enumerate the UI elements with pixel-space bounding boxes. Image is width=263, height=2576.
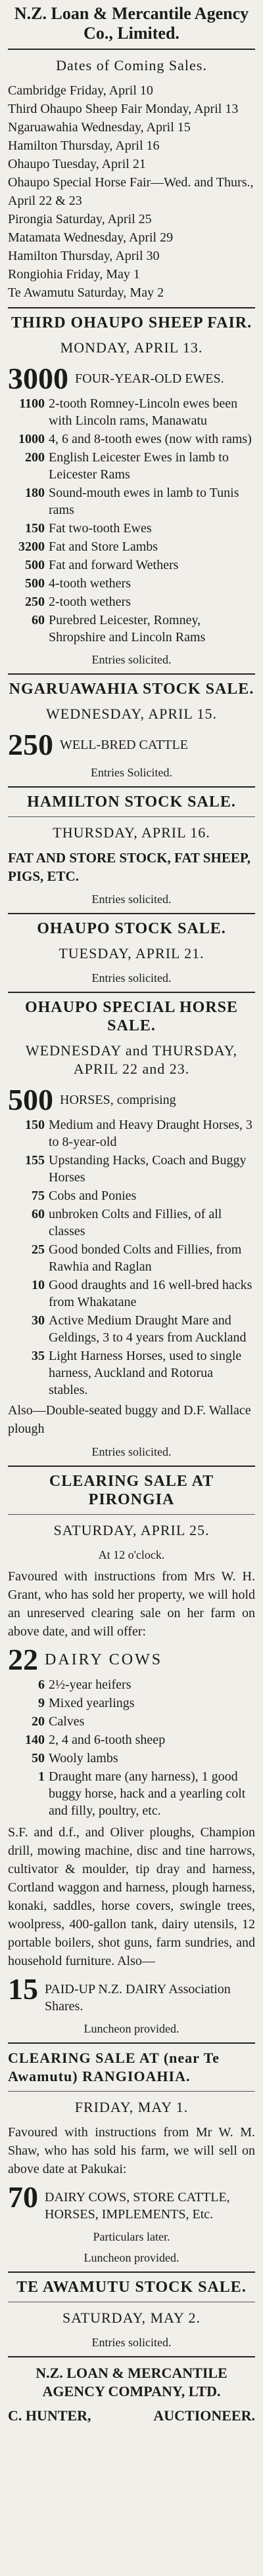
ohaupo-horse-title: OHAUPO SPECIAL HORSE SALE. xyxy=(24,999,239,1034)
big-number: 22 xyxy=(8,1643,38,1676)
ohaupo-horse-headline xyxy=(8,1085,255,1115)
auctioneer-name: C. HUNTER, xyxy=(8,2407,91,2424)
agency-name: N.Z. Loan & Mercantile Agency xyxy=(14,4,249,23)
divider xyxy=(8,1514,255,1515)
lot-item: 6 2½-year heifers xyxy=(38,1678,132,1692)
big-number: 500 xyxy=(8,1083,53,1116)
date-item: Ngaruawahia Wednesday, April 15 xyxy=(8,120,191,135)
ohaupo-stock-date: TUESDAY, APRIL 21. xyxy=(59,945,204,961)
divider xyxy=(8,2042,255,2044)
entries-text: Entries solicited. xyxy=(91,971,172,984)
lot-item: 1100 2-tooth Romney-Lincoln ewes been with Lincoln rams, Manawatu xyxy=(19,396,238,428)
lot-item: 500 4-tooth wethers xyxy=(25,576,131,591)
date-item: Hamilton Thursday, April 16 xyxy=(8,138,160,153)
pirongia-headline xyxy=(8,1645,255,1675)
lot-item: 250 2-tooth wethers xyxy=(25,595,131,609)
lot-item: 50 Wooly lambs xyxy=(32,1751,118,1765)
sheep-fair-headline xyxy=(8,364,255,394)
rangioahia-intro: Favoured with instructions from Mr W. M. Shaw, who has sold his farm, we will sell on above date at Pakukai: xyxy=(8,2125,255,2176)
divider xyxy=(8,49,255,50)
divider xyxy=(8,1466,255,1467)
entries-text: Entries solicited. xyxy=(91,1445,172,1458)
lot-item: 60 Purebred Leicester, Romney, Shropshire and Lincoln Rams xyxy=(32,613,206,644)
hamilton-date: THURSDAY, APRIL 16. xyxy=(53,824,210,841)
rangioahia-date: FRIDAY, MAY 1. xyxy=(74,2099,189,2115)
divider xyxy=(8,307,255,308)
date-item: Rongiohia Friday, May 1 xyxy=(8,267,140,282)
divider xyxy=(8,2271,255,2273)
footer-company-line2: AGENCY COMPANY, LTD. xyxy=(42,2383,221,2399)
divider xyxy=(8,992,255,993)
sheep-fair-lots xyxy=(8,395,255,646)
entries-text: Entries solicited. xyxy=(91,893,172,906)
date-item: Pirongia Saturday, April 25 xyxy=(8,212,152,226)
lot-item: 60 unbroken Colts and Fillies, of all classes xyxy=(32,1207,222,1238)
entries-text: Entries Solicited. xyxy=(91,766,172,779)
divider xyxy=(8,2091,255,2092)
lunch-text: Luncheon provided. xyxy=(84,2022,179,2035)
pirongia-implements: S.F. and d.f., and Oliver ploughs, Champion drill, mowing machine, disc and tine harrows, cultivator & moulder, tip dray and harness, Cortland waggon and harness, plough harness, konaki, saddles, horse covers, swingle trees, woolpress, 400-gallon tank, dairy utensils, 12 portable boilers, shot guns, farm sundries, and household furniture. Also— xyxy=(8,1825,255,1968)
date-item: Cambridge Friday, April 10 xyxy=(8,83,153,98)
divider xyxy=(8,816,255,817)
date-item: Te Awamutu Saturday, May 2 xyxy=(8,285,164,300)
sheep-fair-date: MONDAY, APRIL 13. xyxy=(60,339,203,356)
hamilton-subtitle: FAT AND STORE STOCK, FAT SHEEP, PIGS, ETC. xyxy=(8,850,251,884)
lot-item: 150 Medium and Heavy Draught Horses, 3 to 8-year-old xyxy=(25,1118,252,1149)
auctioneer-role: AUCTIONEER. xyxy=(153,2407,255,2424)
lot-item: 3200 Fat and Store Lambs xyxy=(18,539,158,554)
lot-item: 180 Sound-mouth ewes in lamb to Tunis rams xyxy=(25,486,239,517)
lot-item: 25 Good bonded Colts and Fillies, from Rawhia and Raglan xyxy=(32,1242,242,1274)
big-number: 15 xyxy=(8,1972,38,2006)
divider xyxy=(8,673,255,675)
lot-item: 1000 4, 6 and 8-tooth ewes (now with rams) xyxy=(18,432,252,446)
dates-heading: Dates of Coming Sales. xyxy=(56,57,207,74)
sheep-fair-title: THIRD OHAUPO SHEEP FAIR. xyxy=(11,314,252,331)
big-text: FOUR-YEAR-OLD EWES. xyxy=(75,371,224,386)
signature xyxy=(8,2407,255,2424)
rangioahia-title: CLEARING SALE AT (near Te Awamutu) RANGIOAHIA. xyxy=(8,2050,220,2084)
pirongia-title: CLEARING SALE AT PIRONGIA xyxy=(49,1473,214,1508)
ngaruawahia-title: NGARUAWAHIA STOCK SALE. xyxy=(9,681,254,698)
lot-item: 155 Upstanding Hacks, Coach and Buggy Horses xyxy=(25,1153,247,1185)
lot-item: 140 2, 4 and 6-tooth sheep xyxy=(25,1733,166,1747)
lot-item: 200 English Leicester Ewes in lamb to Leicester Rams xyxy=(25,450,229,482)
pirongia-shares xyxy=(8,1974,255,2015)
agency-suffix: Co., Limited. xyxy=(84,24,179,43)
te-awamutu-date: SATURDAY, MAY 2. xyxy=(62,2310,201,2326)
big-text: HORSES, comprising xyxy=(60,1093,176,1107)
footer-company-line1: N.Z. LOAN & MERCANTILE xyxy=(36,2365,227,2381)
horse-also-text: Also—Double-seated buggy and D.F. Wallace plough xyxy=(8,1403,251,1436)
ngaruawahia-date: WEDNESDAY, APRIL 15. xyxy=(46,706,217,722)
pirongia-date: SATURDAY, APRIL 25. xyxy=(53,1522,210,1538)
ohaupo-horse-date: WEDNESDAY and THURSDAY, APRIL 22 and 23. xyxy=(25,1042,238,1077)
pirongia-time: At 12 o'clock. xyxy=(98,1548,165,1561)
big-number: 70 xyxy=(8,2180,38,2214)
big-text: DAIRY COWS xyxy=(45,1651,163,1668)
particulars-text: Particulars later. xyxy=(93,2230,170,2243)
pirongia-lots xyxy=(8,1676,255,1819)
lot-item: 500 Fat and forward Wethers xyxy=(25,558,179,572)
horse-lots xyxy=(8,1116,255,1399)
big-number: 250 xyxy=(8,728,53,761)
date-item: Third Ohaupo Sheep Fair Monday, April 13 xyxy=(8,102,239,116)
big-text: PAID-UP N.Z. DAIRY Association Shares. xyxy=(45,1982,231,2014)
ngaruawahia-headline xyxy=(8,730,255,760)
lot-item: 30 Active Medium Draught Mare and Geldings, 3 to 4 years from Auckland xyxy=(32,1313,247,1345)
lot-item: 75 Cobs and Ponies xyxy=(32,1189,137,1203)
date-item: Ohaupo Special Horse Fair—Wed. and Thurs., April 22 & 23 xyxy=(8,175,254,208)
lot-item: 35 Light Harness Horses, used to single harness, Auckland and Rotorua stables. xyxy=(32,1349,242,1397)
lot-item: 20 Calves xyxy=(32,1714,85,1729)
big-number: 3000 xyxy=(8,362,68,395)
divider xyxy=(8,913,255,914)
pirongia-intro: Favoured with instructions from Mrs W. H. Grant, who has sold her property, we will hold an unreserved clearing sale on her farm on above date, and will offer: xyxy=(8,1569,255,1639)
date-item: Hamilton Thursday, April 30 xyxy=(8,249,160,263)
divider xyxy=(8,2356,255,2357)
lot-item: 10 Good draughts and 16 well-bred hacks from Whakatane xyxy=(32,1278,252,1309)
big-text: DAIRY COWS, STORE CATTLE, HORSES, IMPLEMENTS, Etc. xyxy=(45,2190,230,2222)
lot-item: 9 Mixed yearlings xyxy=(38,1696,135,1710)
hamilton-title: HAMILTON STOCK SALE. xyxy=(27,793,236,811)
lot-item: 1 Draught mare (any harness), 1 good buggy horse, hack and a yearling colt and filly, poultry, etc. xyxy=(38,1769,246,1818)
te-awamutu-title: TE AWAMUTU STOCK SALE. xyxy=(16,2279,247,2296)
big-text: WELL-BRED CATTLE xyxy=(60,738,188,752)
dates-list xyxy=(8,81,255,302)
rangioahia-headline xyxy=(8,2182,255,2223)
lot-item: 150 Fat two-tooth Ewes xyxy=(25,521,152,536)
entries-text: Entries solicited. xyxy=(91,653,172,666)
divider xyxy=(8,786,255,788)
lunch-text: Luncheon provided. xyxy=(84,2251,179,2264)
entries-text: Entries solicited. xyxy=(91,2336,172,2349)
date-item: Ohaupo Tuesday, April 21 xyxy=(8,157,146,171)
ohaupo-stock-title: OHAUPO STOCK SALE. xyxy=(37,920,226,937)
date-item: Matamata Wednesday, April 29 xyxy=(8,230,174,245)
